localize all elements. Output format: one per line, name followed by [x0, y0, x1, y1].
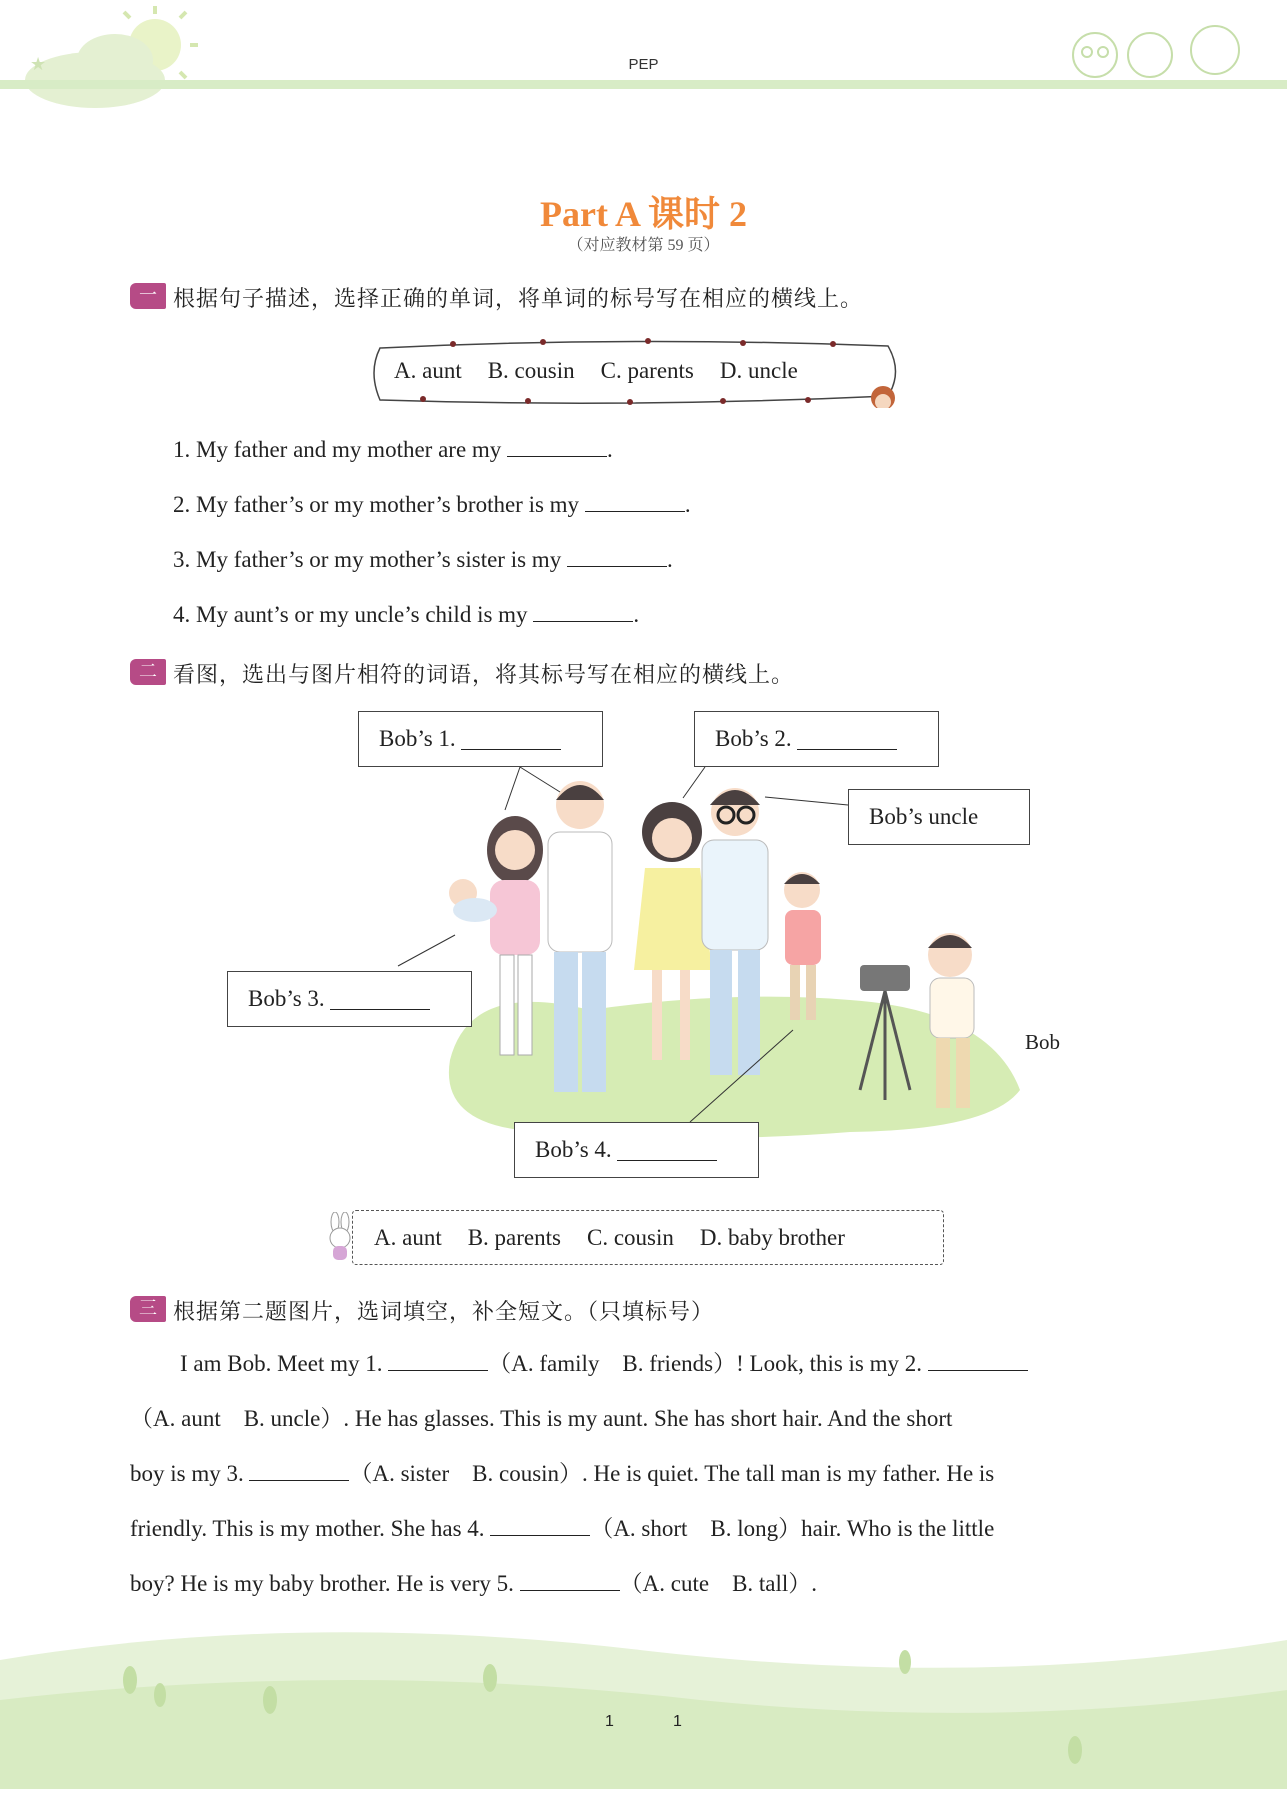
passage-line-4 [130, 1501, 1140, 1556]
answer-blank-1[interactable] [388, 1350, 488, 1371]
option-d: D. uncle [719, 358, 798, 383]
answer-blank-4[interactable] [490, 1515, 590, 1536]
question-end: . [684, 492, 691, 517]
section3-instruction: 根据第二题图片，选词填空，补全短文。（只填标号） [173, 1300, 715, 1325]
label-box-4 [514, 1122, 759, 1178]
section2-instruction: 看图，选出与图片相符的词语，将其标号写在相应的横线上。 [173, 663, 795, 688]
option-c: C. cousin [586, 1225, 674, 1250]
passage-text: （A. sister B. cousin）. He is quiet. The tall man is my father. He is [349, 1461, 995, 1486]
question-end: . [607, 437, 613, 462]
label-text: Bob’s 3. [248, 986, 325, 1011]
option-c: C. parents [600, 358, 694, 383]
passage-text: friendly. This is my mother. She has 4. [130, 1516, 491, 1541]
section2-options [374, 1225, 845, 1251]
passage-line-5 [130, 1556, 1140, 1611]
passage-text: （A. short B. long）hair. Who is the little [590, 1516, 995, 1541]
passage-text: I am Bob. Meet my 1. [180, 1351, 389, 1376]
answer-blank-2[interactable] [928, 1350, 1028, 1371]
answer-blank[interactable] [797, 729, 897, 750]
passage-line-3 [130, 1446, 1140, 1501]
answer-blank-5[interactable] [520, 1570, 620, 1591]
header-label: PEP [628, 56, 659, 73]
question-text: 1. My father and my mother are my [173, 437, 508, 462]
question-text: 3. My father’s or my mother’s sister is my [173, 547, 567, 572]
label-box-uncle [848, 789, 1030, 845]
answer-blank-3[interactable] [249, 1460, 349, 1481]
page-title: Part A 课时 2 [540, 194, 747, 234]
hills-art [0, 1620, 1287, 1789]
section3-passage [130, 1336, 1140, 1611]
label-box-3 [227, 971, 472, 1027]
label-text: Bob’s uncle [869, 804, 979, 829]
label-box-2 [694, 711, 939, 767]
passage-line-2 [130, 1391, 1140, 1446]
passage-line-1 [130, 1336, 1140, 1391]
passage-text: （A. family B. friends）! Look, this is my 2. [488, 1351, 928, 1376]
option-d: D. baby brother [699, 1225, 845, 1250]
passage-text: （A. cute B. tall）. [619, 1571, 818, 1596]
label-box-1 [358, 711, 603, 767]
passage-text: boy is my 3. [130, 1461, 250, 1486]
svg-text:★: ★ [30, 54, 47, 74]
question-end: . [633, 602, 640, 627]
section1-instruction: 根据句子描述，选择正确的单词，将单词的标号写在相应的横线上。 [173, 287, 864, 312]
bob-label: Bob [1025, 1030, 1061, 1054]
question-text: 4. My aunt’s or my uncle’s child is my [173, 602, 534, 627]
option-a: A. aunt [394, 358, 462, 383]
section1-badge: 一 [130, 283, 166, 309]
label-text: Bob’s 2. [715, 726, 792, 751]
option-a: A. aunt [374, 1225, 442, 1250]
section3-badge: 三 [130, 1296, 166, 1322]
option-b: B. cousin [487, 358, 575, 383]
label-text: Bob’s 1. [379, 726, 456, 751]
question-end: . [666, 547, 673, 572]
page-subtitle: （对应教材第 59 页） [567, 237, 720, 254]
option-b: B. parents [467, 1225, 561, 1250]
label-text: Bob’s 4. [535, 1137, 612, 1162]
answer-blank[interactable] [617, 1140, 717, 1161]
answer-blank[interactable] [330, 989, 430, 1010]
footer-landscape [0, 1620, 1287, 1789]
question-text: 2. My father’s or my mother’s brother is my [173, 492, 585, 517]
page-number-left: 1 [605, 1713, 614, 1730]
passage-text: （A. aunt B. uncle）. He has glasses. This is my aunt. She has short hair. And the short [130, 1406, 953, 1431]
answer-blank[interactable] [461, 729, 561, 750]
passage-text: boy? He is my baby brother. He is very 5. [130, 1571, 520, 1596]
page-number-right: 1 [673, 1713, 682, 1730]
section2-badge: 二 [130, 659, 166, 685]
